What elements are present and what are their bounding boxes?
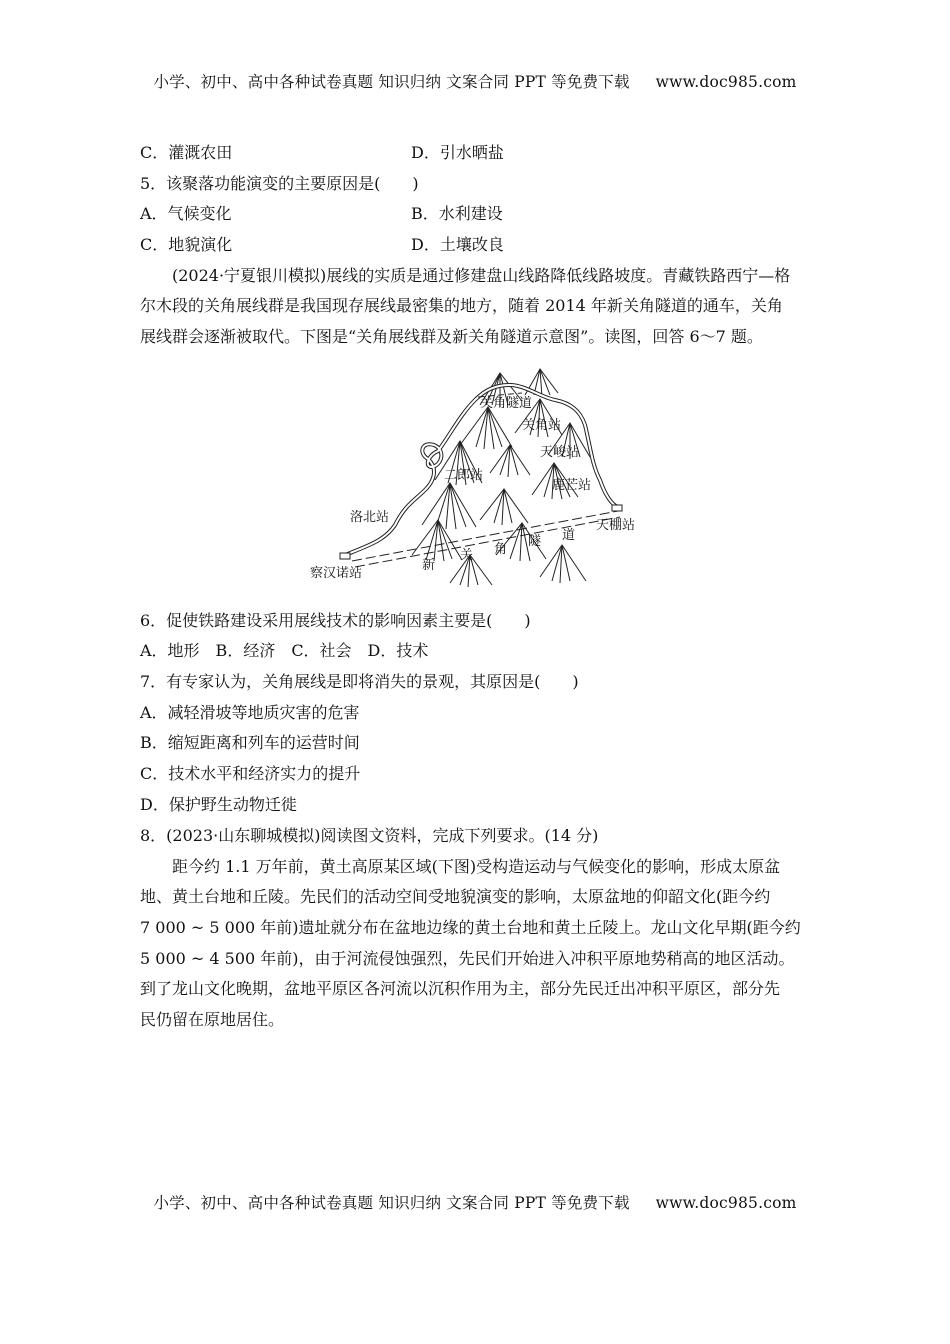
- label-chahannuo-station: 察汉诺站: [310, 566, 363, 581]
- q7-option-d: D．保护野生动物迁徙: [140, 795, 297, 814]
- mountain-peak: [490, 445, 530, 477]
- label-luobei-station: 洛北站: [350, 510, 390, 525]
- q6-options: A．地形 B．经济 C．社会 D．技术: [140, 641, 429, 660]
- label-tianjun-station: 天峻站: [540, 445, 580, 460]
- q7-option-a: A．减轻滑坡等地质灾害的危害: [140, 703, 360, 722]
- q5-option-a: A．气候变化: [140, 204, 232, 223]
- mountain-peak: [422, 483, 476, 529]
- q4-option-c: C．灌溉农田: [140, 143, 233, 162]
- chahannuo-station-marker: [340, 553, 350, 559]
- label-erlang-station: 二郎站: [444, 468, 484, 483]
- guanjiao-map: [300, 355, 660, 590]
- q7-option-b: B．缩短距离和列车的运营时间: [140, 733, 360, 752]
- header-text: 小学、初中、高中各种试卷真题 知识归纳 文案合同 PPT 等免费下载: [153, 73, 630, 91]
- q8-stem: 8．(2023·山东聊城模拟)阅读图文资料，完成下列要求。(14 分): [140, 826, 599, 845]
- q8-line-3: 7 000 ~ 5 000 年前)遗址就分布在盆地边缘的黄土台地和黄土丘陵上。龙山文化早期(距今约: [140, 918, 801, 937]
- q7-stem: 7．有专家认为，关角展线是即将消失的景观，其原因是( ): [140, 672, 579, 691]
- new-tunnel-line: [352, 511, 618, 561]
- page-footer: [0, 1191, 950, 1213]
- q4-option-d: D．引水晒盐: [411, 143, 504, 162]
- mountain-peak: [540, 545, 586, 583]
- tianpeng-station-marker: [612, 505, 622, 511]
- label-tianpeng-station: 天棚站: [596, 518, 636, 533]
- intro-line-2: 尔木段的关角展线群是我国现存展线最密集的地方，随着 2014 年新关角隧道的通车，关角: [140, 296, 783, 315]
- intro-line-3: 展线群会逐渐被取代。下图是“关角展线群及新关角隧道示意图”。读图，回答 6～7 题。: [140, 327, 763, 346]
- q8-line-4: 5 000 ~ 4 500 年前)，由于河流侵蚀强烈，先民们开始进入冲积平原地势稍高的地区活动。: [140, 949, 795, 968]
- header-site: www.doc985.com: [655, 73, 797, 91]
- new-tunnel-char: 角: [494, 542, 508, 557]
- label-guanjiao-station: 关角站: [522, 418, 562, 433]
- label-guanjiao-tunnel: 关角隧道: [480, 396, 533, 411]
- q8-line-6: 民仍留在原地居住。: [140, 1010, 285, 1029]
- q8-line-5: 到了龙山文化晚期，盆地平原区各河流以沉积作用为主，部分先民迁出冲积平原区，部分先: [140, 979, 781, 998]
- new-tunnel-char: 道: [562, 528, 576, 543]
- mountain-peak: [480, 489, 528, 525]
- page-header: [0, 70, 950, 92]
- label-lumang-station: 鹿芒站: [552, 478, 592, 493]
- q6-stem: 6．促使铁路建设采用展线技术的影响因素主要是( ): [140, 611, 531, 630]
- q5-option-d: D．土壤改良: [411, 235, 504, 254]
- q5-option-c: C．地貌演化: [140, 235, 233, 254]
- q7-option-c: C．技术水平和经济实力的提升: [140, 764, 361, 783]
- new-tunnel-char: 新: [422, 558, 436, 573]
- q5-stem: 5．该聚落功能演变的主要原因是( ): [140, 174, 419, 193]
- mountain-peak: [525, 369, 558, 397]
- q5-option-b: B．水利建设: [411, 204, 503, 223]
- q8-line-2: 地、黄土台地和丘陵。先民们的活动空间受地貌演变的影响，太原盆地的仰韶文化(距今约: [140, 887, 771, 906]
- new-tunnel-char: 隧: [528, 534, 542, 549]
- footer-text: 小学、初中、高中各种试卷真题 知识归纳 文案合同 PPT 等免费下载: [153, 1194, 630, 1212]
- footer-site: www.doc985.com: [655, 1194, 797, 1212]
- new-tunnel-char: 关: [460, 548, 474, 563]
- mountain-peak: [460, 407, 512, 449]
- q8-line-1: 距今约 1.1 万年前，黄土高原某区域(下图)受构造运动与气候变化的影响，形成太原盆: [172, 857, 781, 876]
- intro-line-1: (2024·宁夏银川模拟)展线的实质是通过修建盘山线路降低线路坡度。青藏铁路西宁—格: [172, 266, 791, 285]
